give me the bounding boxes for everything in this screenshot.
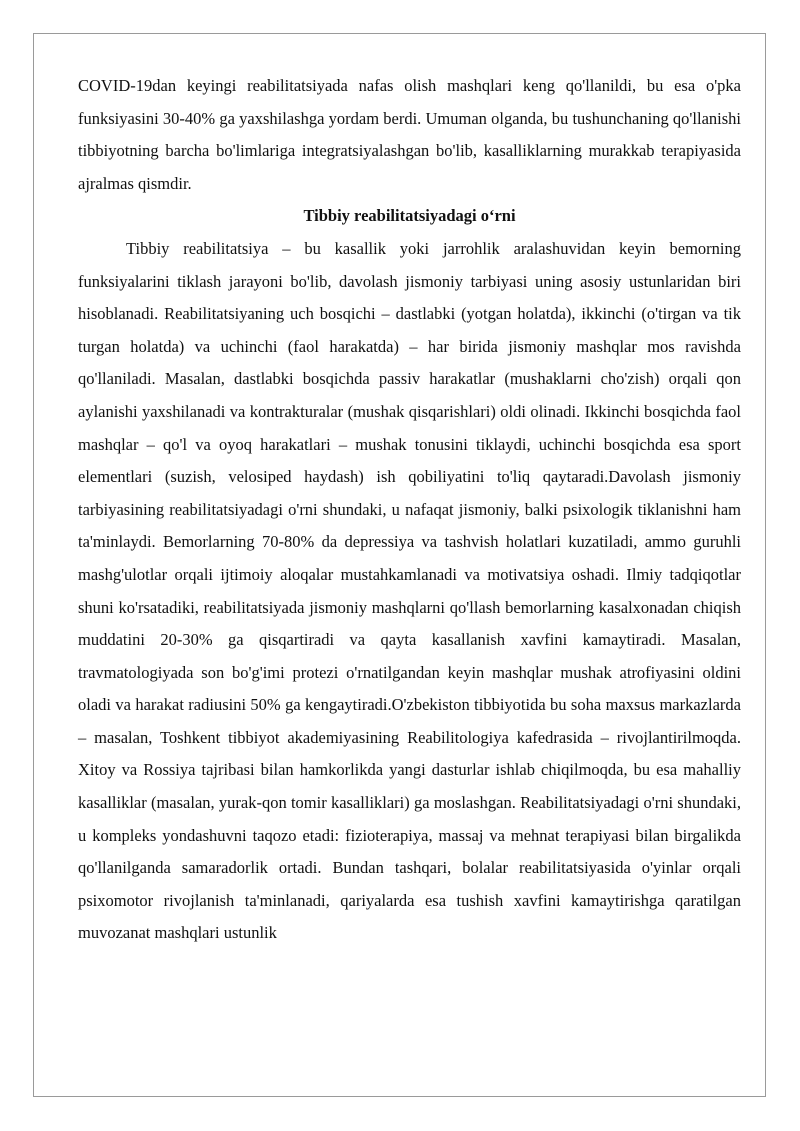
body-paragraph: Tibbiy reabilitatsiya – bu kasallik yoki jarrohlik aralashuvidan keyin bemorning funksiyalarini tiklash jarayoni bo'lib, davolash jismoniy tarbiyasi uning asosiy ustunlaridan biri hisoblanadi. Reabilitatsiyaning uch bosqichi – dastlabki (yotgan holatda), ikkinchi (o'tirgan va tik turgan holatda) va uchinchi (faol harakatda) – har birida jismoniy mashqlar mos ravishda qo'llaniladi. Masalan, dastlabki bosqichda passiv harakatlar (mushaklarni cho'zish) orqali qon aylanishi yaxshilanadi va kontrakturalar (mushak qisqarishlari) oldi olinadi. Ikkinchi bosqichda faol mashqlar – qo'l va oyoq harakatlari – mushak tonusini tiklaydi, uchinchi bosqichda esa sport elementlari (suzish, velosiped haydash) ish qobiliyatini to'liq qaytaradi.Davolash jismoniy tarbiyasining reabilitatsiyadagi o'rni shundaki, u nafaqat jismoniy, balki psixologik tiklanishni ham ta'minlaydi. Bemorlarning 70-80% da depressiya va tashvish holatlari kuzatiladi, ammo guruhli mashg'ulotlar orqali ijtimoiy aloqalar mustahkamlanadi va motivatsiya oshadi. Ilmiy tadqiqotlar shuni ko'rsatadiki, reabilitatsiyada jismoniy mashqlarni qo'llash bemorlarning kasalxonadan chiqish muddatini 20-30% ga qisqartiradi va qayta kasallanish xavfini kamaytiradi. Masalan, travmatologiyada son bo'g'imi protezi o'rnatilgandan keyin mashqlar mushak atrofiyasini oldini oladi va harakat radiusini 50% ga kengaytiradi.O'zbekiston tibbiyotida bu soha maxsus markazlarda – masalan, Toshkent tibbiyot akademiyasining Reabilitologiya kafedrasida – rivojlantirilmoqda. Xitoy va Rossiya tajribasi bilan hamkorlikda yangi dasturlar ishlab chiqilmoqda, bu esa mahalliy kasalliklar (masalan, yurak-qon tomir kasalliklari) ga moslashgan. Reabilitatsiyadagi o'rni shundaki, u kompleks yondashuvni taqozo etadi: fizioterapiya, massaj va mehnat terapiyasi bilan birgalikda qo'llanilganda samaradorlik ortadi. Bundan tashqari, bolalar reabilitatsiyasida o'yinlar orqali psixomotor rivojlanish ta'minlanadi, qariyalarda esa tushish xavfini kamaytirishga qaratilgan muvozanat mashqlari ustunlik	[78, 238, 741, 943]
intro-paragraph: COVID-19dan keyingi reabilitatsiyada nafas olish mashqlari keng qo'llanildi, bu esa o'pka funksiyasini 30-40% ga yaxshilashga yordam berdi. Umuman olganda, bu tushunchaning qo'llanishi tibbiyotning barcha bo'limlariga integratsiyalashgan bo'lib, kasalliklarning murakkab terapiyasida ajralmas qismdir.	[78, 76, 741, 193]
document-content	[78, 70, 741, 950]
section-heading: Tibbiy reabilitatsiyadagi o‘rni	[303, 206, 516, 226]
